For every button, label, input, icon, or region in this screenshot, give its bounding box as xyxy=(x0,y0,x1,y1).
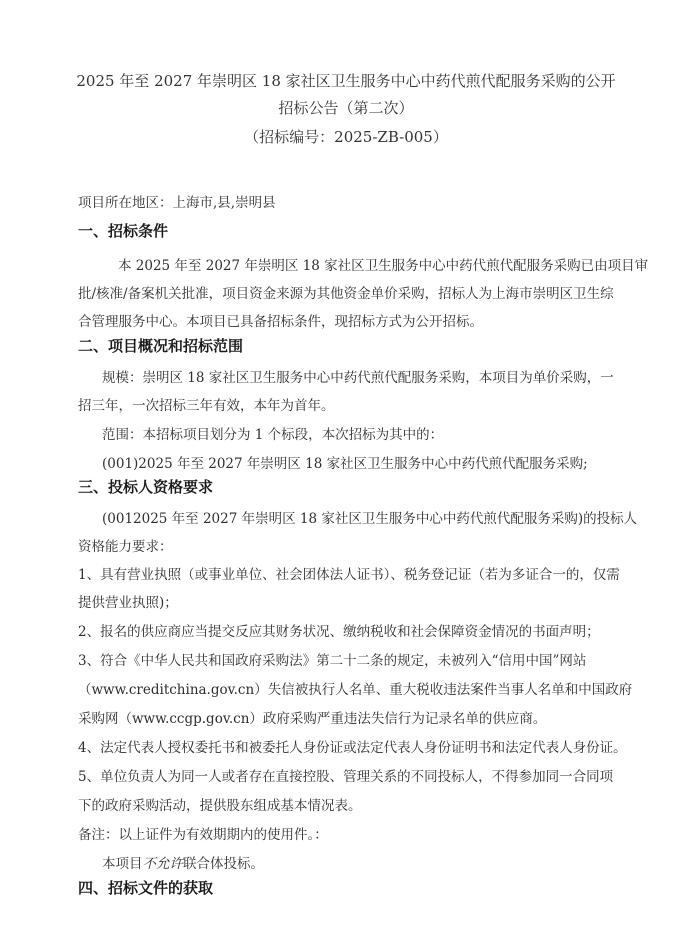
requirement-4: 4、法定代表人授权委托书和被委托人身份证或法定代表人身份证明书和法定代表人身份证。 xyxy=(78,740,627,756)
s2-scale-line-2: 招三年，一次招标三年有效，本年为首年。 xyxy=(78,398,335,414)
section-1-heading: 一、招标条件 xyxy=(78,222,169,240)
section-2-heading: 二、项目概况和招标范围 xyxy=(78,337,244,355)
requirement-3-line-2: （www.creditchina.gov.cn）失信被执行人名单、重大税收违法案件当事人名单和中国政府 xyxy=(78,682,633,698)
requirement-5-line-2: 下的政府采购活动，提供股东组成基本情况表。 xyxy=(78,798,362,814)
consortium-suffix: 联合体投标。 xyxy=(183,856,264,872)
requirement-3-line-1: 3、符合《中华人民共和国政府采购法》第二十二条的规定，未被列入“信用中国”网站 xyxy=(78,653,587,669)
s3-intro-line-1: (0012025 年至 2027 年崇明区 18 家社区卫生服务中心中药代煎代配服务采购)的投标人 xyxy=(102,511,638,527)
s3-intro-line-2: 资格能力要求： xyxy=(78,539,173,555)
requirement-1-line-2: 提供营业执照)； xyxy=(78,595,178,611)
section-4-heading: 四、招标文件的获取 xyxy=(78,879,214,897)
consortium-not-allowed: 不允许 xyxy=(142,856,183,872)
doc-title-line-1: 2025 年至 2027 年崇明区 18 家社区卫生服务中心中药代煎代配服务采购的公开 xyxy=(76,72,616,90)
requirement-2: 2、报名的供应商应当提交反应其财务状况、缴纳税收和社会保障资金情况的书面声明； xyxy=(78,624,600,640)
project-location: 项目所在地区：上海市,县,崇明县 xyxy=(78,195,276,211)
consortium-statement xyxy=(102,852,264,872)
requirement-3-line-3: 采购网（www.ccgp.gov.cn）政府采购严重违法失信行为记录名单的供应商。 xyxy=(78,711,547,727)
s2-lot-line: (001)2025 年至 2027 年崇明区 18 家社区卫生服务中心中药代煎代配服务采购; xyxy=(102,456,588,472)
s1-paragraph-line-2: 批/核准/备案机关批准，项目资金来源为其他资金单价采购，招标人为上海市崇明区卫生综 xyxy=(78,286,614,302)
remark-note: 备注：以上证件为有效期期内的使用件。： xyxy=(78,827,328,843)
s2-scope-line: 范围：本招标项目划分为 1 个标段，本次招标为其中的： xyxy=(102,427,444,443)
consortium-prefix: 本项目 xyxy=(102,856,143,872)
requirement-5-line-1: 5、单位负责人为同一人或者存在直接控股、管理关系的不同投标人，不得参加同一合同项 xyxy=(78,769,614,785)
s1-paragraph-line-1: 本 2025 年至 2027 年崇明区 18 家社区卫生服务中心中药代煎代配服务采购已由项目审 xyxy=(118,258,649,274)
requirement-1-line-1: 1、具有营业执照（或事业单位、社会团体法人证书）、税务登记证（若为多证合一的，仅需 xyxy=(78,567,620,583)
doc-title-line-2: 招标公告（第二次） xyxy=(278,99,414,117)
tender-number: （招标编号：2025-ZB-005） xyxy=(244,128,448,146)
s2-scale-line-1: 规模：崇明区 18 家社区卫生服务中心中药代煎代配服务采购，本项目为单价采购，一 xyxy=(102,370,614,386)
s1-paragraph-line-3: 合管理服务中心。本项目已具备招标条件，现招标方式为公开招标。 xyxy=(78,314,483,330)
section-3-heading: 三、投标人资格要求 xyxy=(78,478,214,496)
